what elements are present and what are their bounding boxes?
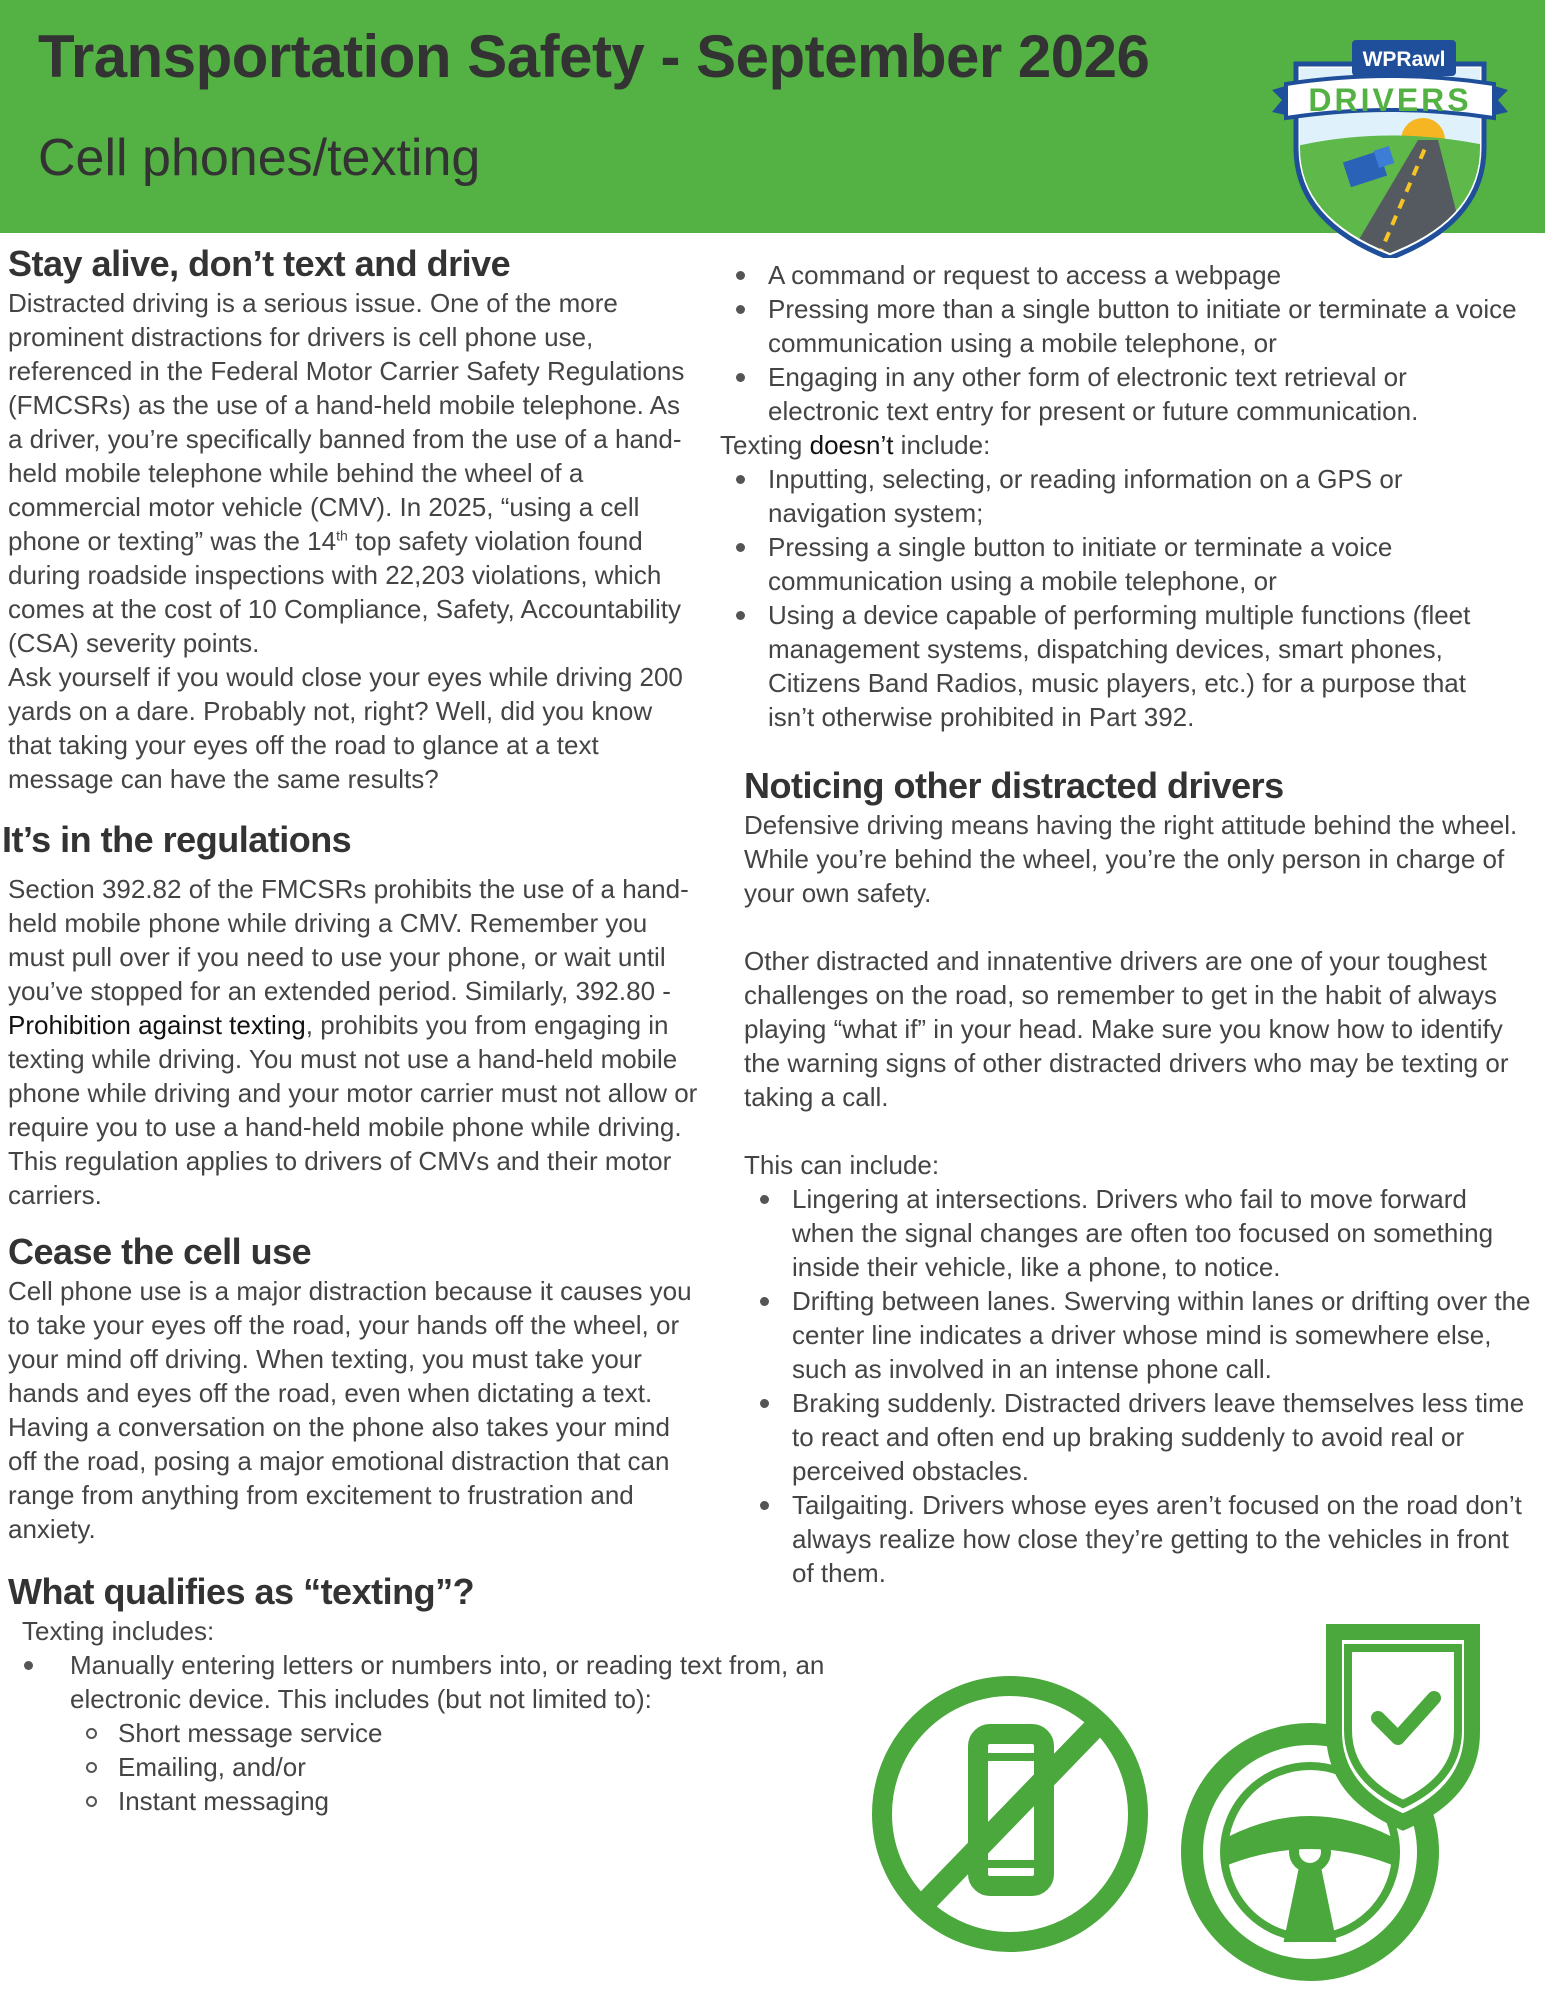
- texting-excludes-intro: Texting doesn’t include:: [720, 430, 991, 460]
- cease-cell-use-paragraph: Cell phone use is a major distraction because it causes you to take your eyes off the road, your hands off the wheel, or your mind off driving. When texting, you must take your hands and eyes off the road, even when dictating a text. Having a conversation on the phone also takes your mind off the road, posing a major emotional distraction that can range from anything from excitement to frustration and anxiety.: [8, 1276, 692, 1544]
- list-item: Braking suddenly. Distracted drivers leave themselves less time to react and often end up braking suddenly to avoid real or perceived obstacles.: [744, 1386, 1534, 1488]
- right-column: [720, 258, 1535, 1590]
- list-item: Lingering at intersections. Drivers who fail to move forward when the signal changes are often too focused on something inside their vehicle, like a phone, to notice.: [744, 1182, 1534, 1284]
- texting-includes-continued-list: [720, 258, 1520, 428]
- texting-includes-intro: Texting includes:: [22, 1616, 215, 1646]
- noticing-paragraph-2: Other distracted and innatentive drivers are one of your toughest challenges on the road, so remember to get in the habit of always playing “what if” in your head. Make sure you know how to identify the warning signs of other distracted drivers who may be texting or taking a call.: [744, 946, 1509, 1112]
- list-item: Using a device capable of performing multiple functions (fleet management systems, dispatching devices, smart phones, Citizens Band Radios, music players, etc.) for a purpose that isn’t otherwise prohibited in Part 392.: [720, 598, 1500, 734]
- list-item: Instant messaging: [70, 1784, 698, 1818]
- section-heading-noticing-drivers: Noticing other distracted drivers: [744, 765, 1284, 806]
- list-item: Short message service: [70, 1716, 698, 1750]
- no-phone-icon: [882, 1686, 1138, 1942]
- list-item: Pressing more than a single button to initiate or terminate a voice communication using a mobile telephone, or: [720, 292, 1520, 360]
- stay-alive-paragraph-1: Distracted driving is a serious issue. One of the more prominent distractions for drivers is cell phone use, referenced in the Federal Motor Carrier Safety Regulations (FMCSRs) as the use of a hand-held mobile telephone. As a driver, you’re specifically banned from the use of a hand-held mobile telephone while behind the wheel of a commercial motor vehicle (CMV). In 2025, “using a cell phone or texting” was the 14th top safety violation found during roadside inspections with 22,203 violations, which comes at the cost of 10 Compliance, Safety, Accountability (CSA) severity points.: [8, 288, 685, 658]
- list-item: A command or request to access a webpage: [720, 258, 1520, 292]
- stay-alive-paragraph-2: Ask yourself if you would close your eyes while driving 200 yards on a dare. Probably not, right? Well, did you know that taking your eyes off the road to glance at a text message can have the same results?: [8, 662, 683, 794]
- list-item: Manually entering letters or numbers into, or reading text from, an electronic device. This includes (but not limited to): Short message service Emailing, and/or Instant messaging: [8, 1648, 698, 1818]
- section-heading-stay-alive: Stay alive, don’t text and drive: [8, 243, 511, 284]
- page-subtitle: Cell phones/texting: [38, 129, 481, 187]
- list-item: Pressing a single button to initiate or terminate a voice communication using a mobile telephone, or: [720, 530, 1500, 598]
- texting-includes-list: [8, 1648, 825, 1818]
- noticing-paragraph-1: Defensive driving means having the right attitude behind the wheel. While you’re behind the wheel, you’re the only person in charge of your own safety.: [744, 810, 1518, 908]
- left-column: [2, 242, 825, 1818]
- wprawl-drivers-logo: [1268, 28, 1512, 258]
- list-item: Engaging in any other form of electronic text retrieval or electronic text entry for present or future communication.: [720, 360, 1520, 428]
- page-title: Transportation Safety - September 2026: [38, 23, 1150, 90]
- section-heading-regulations: It’s in the regulations: [2, 819, 352, 860]
- warning-signs-list: [744, 1182, 1534, 1590]
- list-item: Drifting between lanes. Swerving within lanes or drifting over the center line indicates a driver whose mind is somewhere else, such as involved in an intense phone call.: [744, 1284, 1534, 1386]
- logo-brand-text: WPRawl: [1362, 48, 1446, 71]
- prohibition-against-texting-link[interactable]: Prohibition against texting: [8, 1010, 306, 1040]
- logo-banner-text: DRIVERS: [1308, 82, 1472, 118]
- list-item: Tailgaiting. Drivers whose eyes aren’t focused on the road don’t always realize how close they’re getting to the vehicles in front of them.: [744, 1488, 1534, 1590]
- list-item: Emailing, and/or: [70, 1750, 698, 1784]
- section-heading-cease-cell-use: Cease the cell use: [8, 1231, 312, 1272]
- texting-sublist: [70, 1716, 698, 1818]
- illustration-icons: [868, 1602, 1488, 1982]
- texting-excludes-list: [720, 462, 1500, 734]
- steering-wheel-shield-icon: [1192, 1632, 1472, 1970]
- noticing-paragraph-3: This can include:: [744, 1150, 940, 1180]
- section-heading-what-qualifies: What qualifies as “texting”?: [8, 1571, 475, 1612]
- list-item: Inputting, selecting, or reading information on a GPS or navigation system;: [720, 462, 1500, 530]
- regulations-paragraph: Section 392.82 of the FMCSRs prohibits the use of a hand-held mobile phone while driving a CMV. Remember you must pull over if you need to use your phone, or wait until you’ve stopped for an extended period. Similarly, 392.80 - Prohibition against texting, prohibits you from engaging in texting while driving. You must not use a hand-held mobile phone while driving and your motor carrier must not allow or require you to use a hand-held mobile phone while driving. This regulation applies to drivers of CMVs and their motor carriers.: [8, 874, 698, 1210]
